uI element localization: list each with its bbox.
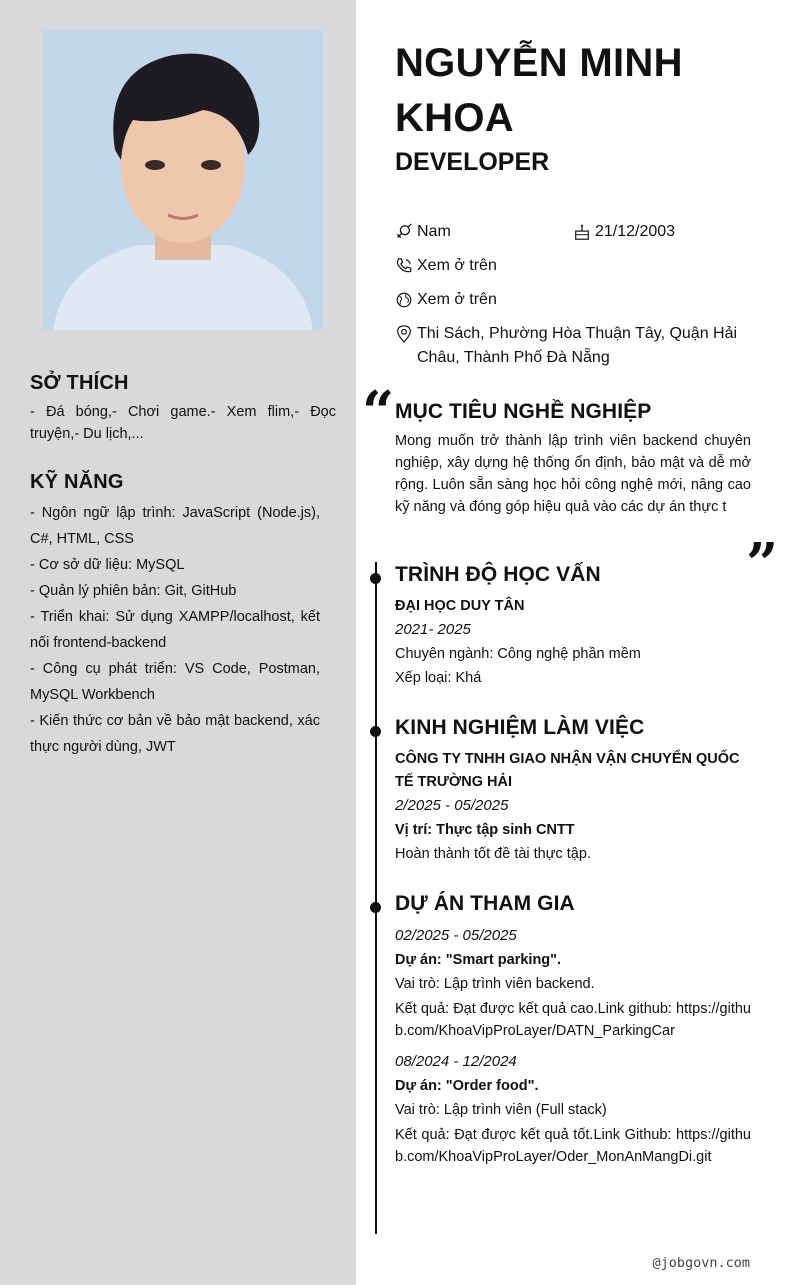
skill-item: - Triển khai: Sử dụng XAMPP/localhost, kết nối frontend-backend xyxy=(30,609,320,651)
project-name: Dự án: "Smart parking". xyxy=(395,952,562,968)
email-row xyxy=(395,288,497,312)
birthdate-row xyxy=(573,220,675,244)
projects-section xyxy=(395,892,751,1168)
skill-item: - Kiến thức cơ bản về bảo mật backend, xác thực người dùng, JWT xyxy=(30,713,320,755)
address-row xyxy=(395,322,751,370)
school-name: ĐẠI HỌC DUY TÂN xyxy=(395,598,525,614)
project-result: Kết quả: Đạt được kết quả tốt.Link Github: https://github.com/KhoaVipProLayer/Oder_MonAnMangDi.git xyxy=(395,1127,751,1165)
timeline-dot xyxy=(370,726,381,737)
project-item xyxy=(395,1050,751,1168)
header-block xyxy=(395,36,751,177)
address-value: Thi Sách, Phường Hòa Thuận Tây, Quận Hải Châu, Thành Phố Đà Nẵng xyxy=(417,325,738,366)
hobbies-title: SỞ THÍCH xyxy=(30,372,129,394)
experience-position: Vị trí: Thực tập sinh CNTT xyxy=(395,822,575,838)
objective-section xyxy=(395,400,751,518)
timeline-dot xyxy=(370,573,381,584)
project-item xyxy=(395,924,751,1042)
timeline-line xyxy=(375,562,377,1234)
footer-watermark: @jobgovn.com xyxy=(652,1255,750,1271)
phone-row xyxy=(395,254,497,278)
phone-icon xyxy=(395,254,417,278)
experience-title: KINH NGHIỆM LÀM VIỆC xyxy=(395,716,645,739)
project-role: Vai trò: Lập trình viên backend. xyxy=(395,976,595,992)
company-name: CÔNG TY TNHH GIAO NHẬN VẬN CHUYỂN QUỐC TẾ TRƯỜNG HẢI xyxy=(395,751,740,790)
hobbies-section xyxy=(30,372,336,445)
gender-icon xyxy=(395,220,417,244)
project-role: Vai trò: Lập trình viên (Full stack) xyxy=(395,1102,607,1118)
phone-value: Xem ở trên xyxy=(417,257,497,274)
education-title: TRÌNH ĐỘ HỌC VẤN xyxy=(395,563,601,586)
skills-title: KỸ NĂNG xyxy=(30,471,124,493)
profile-photo xyxy=(43,30,323,330)
objective-text: Mong muốn trở thành lập trình viên backend chuyên nghiệp, xây dựng hệ thống ổn định, bảo mật và dễ mở rộng. Luôn sẵn sàng học hỏi công nghệ mới, nâng cao kỹ năng và đóng góp hiệu quả vào các dự án thực t xyxy=(395,433,751,515)
gender-row xyxy=(395,220,451,244)
project-name: Dự án: "Order food". xyxy=(395,1078,539,1094)
candidate-name: NGUYỄN MINH KHOA xyxy=(395,41,683,140)
birthdate-value: 21/12/2003 xyxy=(595,223,676,240)
skill-item: - Công cụ phát triển: VS Code, Postman, MySQL Workbench xyxy=(30,661,320,703)
education-section xyxy=(395,563,751,690)
cake-icon xyxy=(573,220,595,244)
skill-item: - Cơ sở dữ liệu: MySQL xyxy=(30,557,185,573)
globe-icon xyxy=(395,288,417,312)
candidate-role: DEVELOPER xyxy=(395,148,550,176)
skills-section xyxy=(30,471,320,760)
gender-value: Nam xyxy=(417,223,451,240)
hobbies-text: - Đá bóng,- Chơi game.- Xem flim,- Đọc truyện,- Du lịch,... xyxy=(30,404,336,442)
timeline-dot xyxy=(370,902,381,913)
education-major: Chuyên ngành: Công nghệ phần mềm xyxy=(395,646,641,662)
project-period: 02/2025 - 05/2025 xyxy=(395,927,517,944)
experience-period: 2/2025 - 05/2025 xyxy=(395,797,509,814)
skill-item: - Ngôn ngữ lập trình: JavaScript (Node.js), C#, HTML, CSS xyxy=(30,505,320,547)
location-pin-icon xyxy=(395,322,417,370)
education-period: 2021- 2025 xyxy=(395,621,471,638)
quote-close-icon: ” xyxy=(746,531,779,597)
project-period: 08/2024 - 12/2024 xyxy=(395,1053,517,1070)
left-sidebar xyxy=(0,0,356,1285)
experience-section xyxy=(395,716,751,866)
projects-title: DỰ ÁN THAM GIA xyxy=(395,892,575,915)
project-result: Kết quả: Đạt được kết quả cao.Link github: https://github.com/KhoaVipProLayer/DATN_ParkingCar xyxy=(395,1001,751,1039)
education-grade: Xếp loại: Khá xyxy=(395,670,482,686)
experience-description: Hoàn thành tốt đề tài thực tập. xyxy=(395,846,591,862)
quote-open-icon: “ xyxy=(362,379,395,445)
email-value: Xem ở trên xyxy=(417,291,497,308)
objective-title: MỤC TIÊU NGHỀ NGHIỆP xyxy=(395,400,652,423)
skill-item: - Quản lý phiên bản: Git, GitHub xyxy=(30,583,237,599)
skills-list xyxy=(30,500,320,760)
